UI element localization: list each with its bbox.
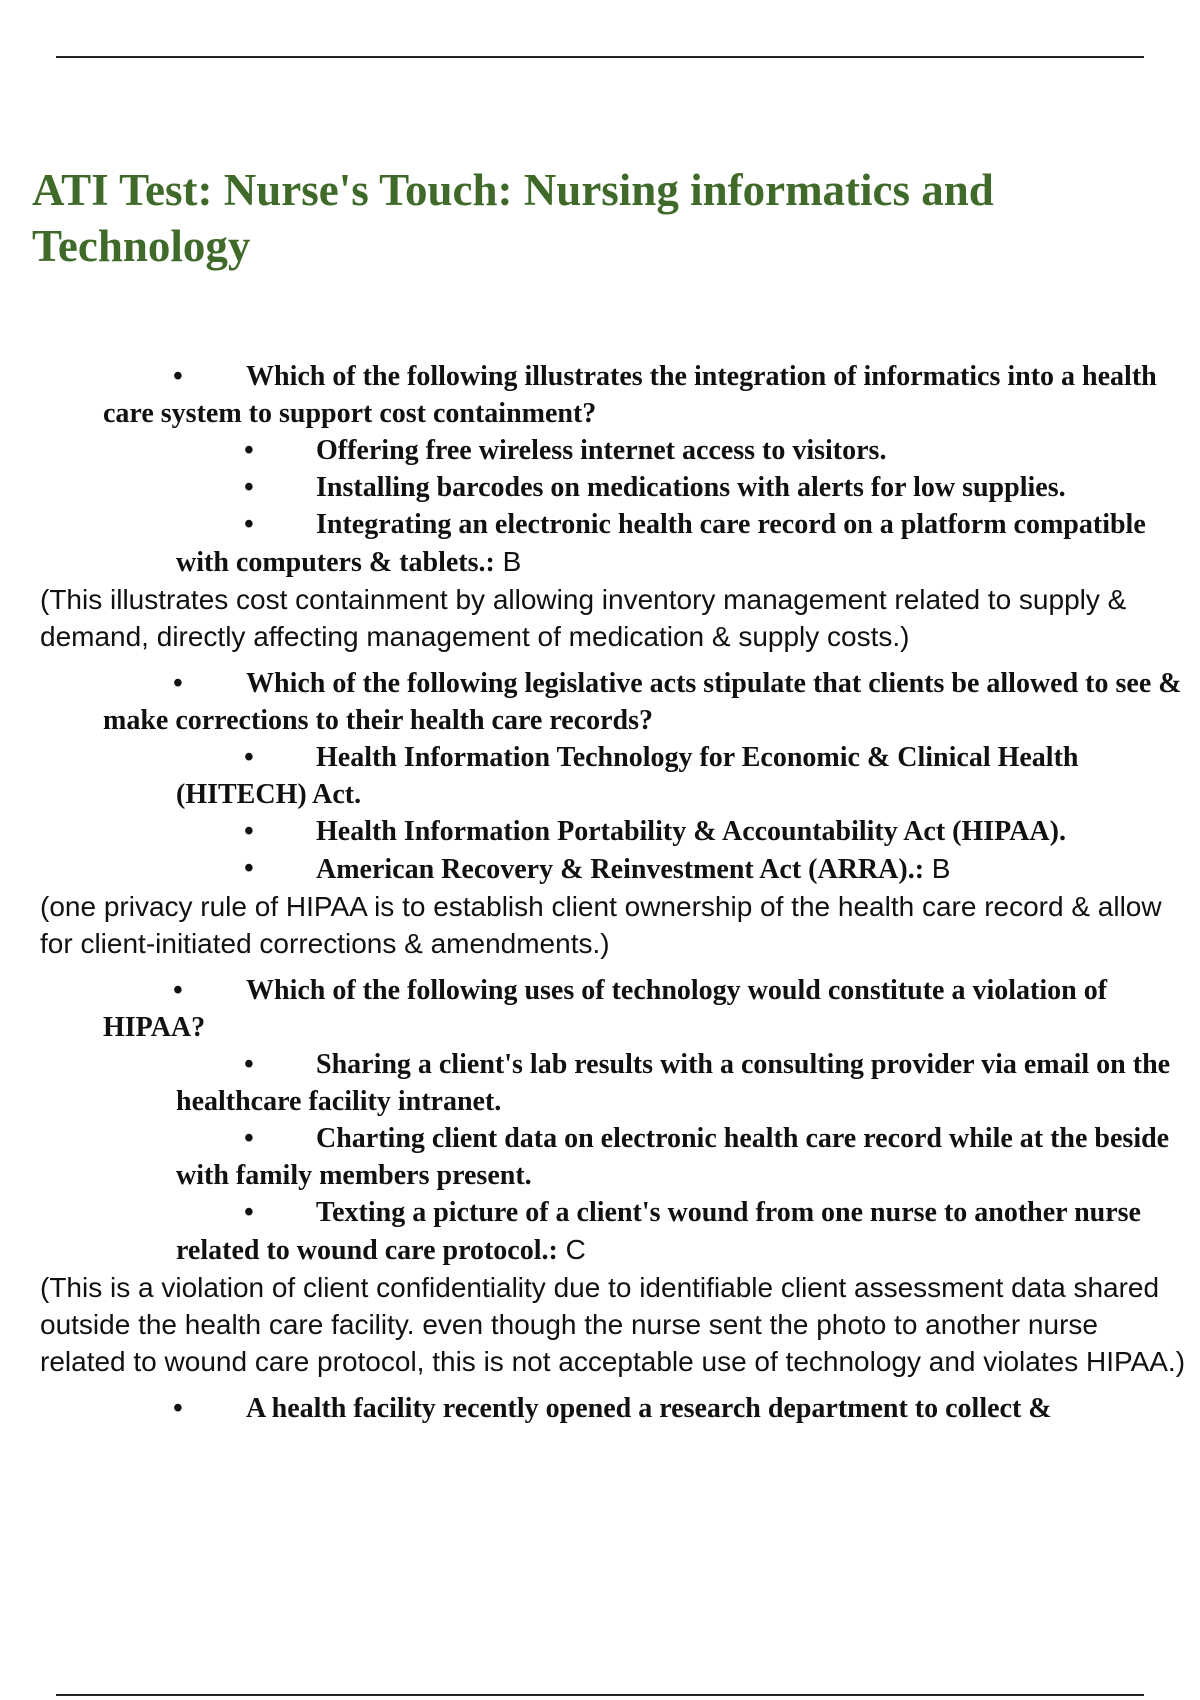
bullet-icon: • <box>173 361 183 392</box>
question-block <box>0 665 1200 962</box>
explanation: (This illustrates cost containment by allowing inventory management related to supply & demand, directly affecting management of medication & supply costs.) <box>40 584 1127 652</box>
bullet-icon: • <box>244 853 254 884</box>
answer-option: • Health Information Portability & Accountability Act (HIPAA). <box>176 813 1200 850</box>
explanation: (This is a violation of client confidentiality due to identifiable client assessment data shared outside the health care facility. even though the nurse sent the photo to another nurse related to wound care protocol, this is not acceptable use of technology and violates HIPAA.) <box>40 1272 1186 1377</box>
bullet-icon: • <box>173 668 183 699</box>
bullet-icon: • <box>244 435 254 466</box>
top-rule <box>56 56 1144 58</box>
question-block <box>0 1390 1200 1427</box>
bullet-icon: • <box>244 472 254 503</box>
answer-letter: B <box>924 853 951 884</box>
answer-letter: C <box>557 1234 586 1265</box>
bullet-icon: • <box>173 975 183 1006</box>
bullet-icon: • <box>244 1049 254 1080</box>
bullet-icon: • <box>173 1393 183 1424</box>
bullet-icon: • <box>244 1123 254 1154</box>
answer-option: • American Recovery & Reinvestment Act (ARRA).: B <box>176 850 1200 888</box>
answer-option: • Sharing a client's lab results with a consulting provider via email on the healthcare facility intranet. <box>176 1046 1200 1120</box>
answer-option: • Texting a picture of a client's wound from one nurse to another nurse related to wound care protocol.: C <box>176 1194 1200 1269</box>
bullet-icon: • <box>244 742 254 773</box>
bullet-icon: • <box>244 509 254 540</box>
page-title: ATI Test: Nurse's Touch: Nursing informatics and Technology <box>32 165 994 271</box>
answer-option: • Offering free wireless internet access to visitors. <box>176 432 1200 469</box>
question-text: • Which of the following legislative acts stipulate that clients be allowed to see & make corrections to their health care records? <box>103 665 1200 739</box>
bottom-rule <box>56 1694 1144 1696</box>
question-text: • A health facility recently opened a research department to collect & <box>103 1390 1200 1427</box>
explanation: (one privacy rule of HIPAA is to establish client ownership of the health care record & allow for client-initiated corrections & amendments.) <box>40 891 1162 959</box>
question-block <box>0 972 1200 1380</box>
question-text: • Which of the following uses of technology would constitute a violation of HIPAA? <box>103 972 1200 1046</box>
answer-option: • Health Information Technology for Economic & Clinical Health (HITECH) Act. <box>176 739 1200 813</box>
bullet-icon: • <box>244 1197 254 1228</box>
question-text: • Which of the following illustrates the integration of informatics into a health care system to support cost containment? <box>103 358 1200 432</box>
answer-option: • Integrating an electronic health care record on a platform compatible with computers & tablets.: B <box>176 506 1200 581</box>
answer-letter: B <box>494 546 522 577</box>
answer-option: • Installing barcodes on medications with alerts for low supplies. <box>176 469 1200 506</box>
question-block <box>0 358 1200 655</box>
bullet-icon: • <box>244 816 254 847</box>
question-list <box>0 358 1200 1437</box>
answer-option: • Charting client data on electronic health care record while at the beside with family members present. <box>176 1120 1200 1194</box>
